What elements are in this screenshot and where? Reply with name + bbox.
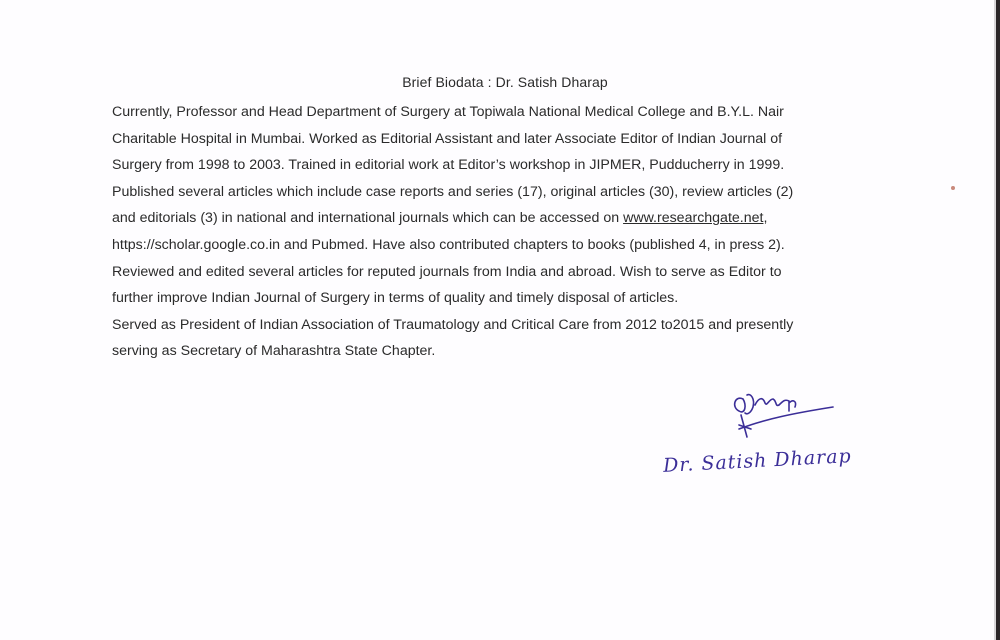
sig-underline bbox=[739, 407, 833, 429]
text-segment: , bbox=[763, 210, 768, 227]
text-line: Published several articles which include case reports and series (17), original articles (30), review articles (2) bbox=[112, 183, 794, 200]
handwritten-signature bbox=[655, 385, 845, 445]
text-line: https://scholar.google.co.in and Pubmed. Have also contributed chapters to books (published 4, in press 2). bbox=[112, 236, 785, 253]
text-line: Charitable Hospital in Mumbai. Worked as Editorial Assistant and later Associate Editor of Indian Journal of bbox=[112, 130, 783, 147]
text-line-with-link bbox=[112, 205, 852, 232]
document-title: Brief Biodata : Dr. Satish Dharap bbox=[402, 74, 608, 90]
text-segment: and editorials (3) in national and international journals which can be accessed on bbox=[112, 210, 624, 227]
sig-stroke bbox=[755, 399, 796, 411]
text-line: serving as Secretary of Maharashtra State Chapter. bbox=[112, 343, 436, 360]
scan-edge bbox=[996, 0, 1000, 640]
sig-stroke bbox=[745, 395, 754, 414]
text-line: further improve Indian Journal of Surgery in terms of quality and timely disposal of articles. bbox=[112, 290, 679, 307]
text-line: Reviewed and edited several articles for reputed journals from India and abroad. Wish to serve as Editor to bbox=[112, 263, 782, 280]
scan-speck bbox=[951, 186, 955, 190]
researchgate-link[interactable]: www.researchgate.net bbox=[623, 210, 764, 227]
text-line: Currently, Professor and Head Department of Surgery at Topiwala National Medical College and B.Y.L. Nair bbox=[112, 104, 784, 120]
text-line: Surgery from 1998 to 2003. Trained in editorial work at Editor’s workshop in JIPMER, Pudducherry in 1999. bbox=[112, 157, 785, 174]
sig-stroke bbox=[735, 398, 745, 412]
signature-name: Dr. Satish Dharap bbox=[662, 445, 853, 477]
biodata-body bbox=[112, 99, 852, 365]
text-line: Served as President of Indian Association of Traumatology and Critical Care from 2012 to2015 and presently bbox=[112, 316, 794, 333]
